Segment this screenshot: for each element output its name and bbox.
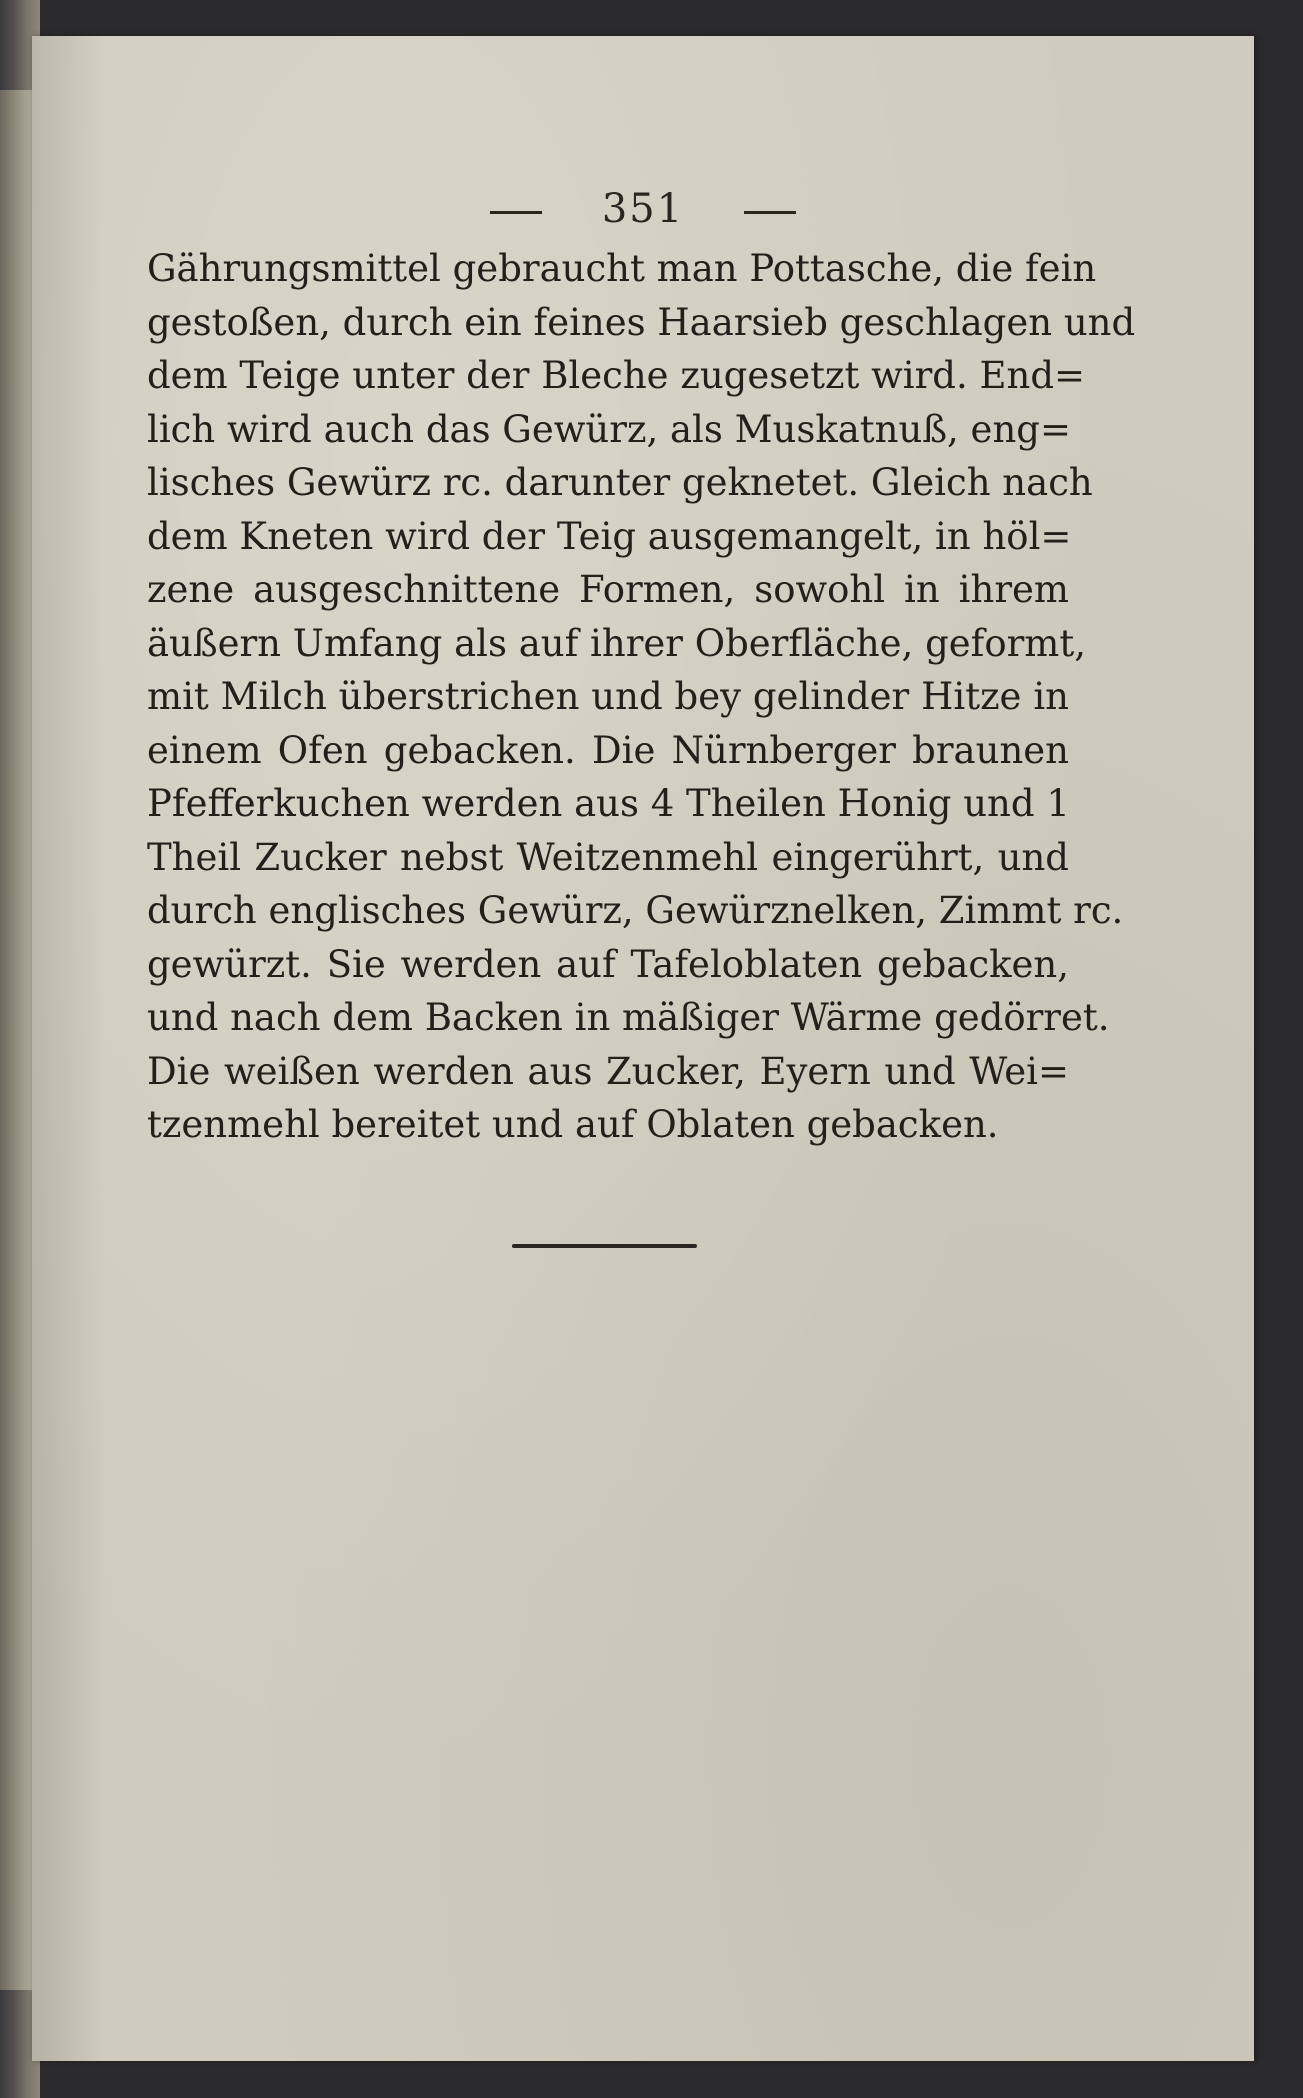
text-line: durch englisches Gewürz, Gewürznelken, Zimmt rc. bbox=[147, 889, 1124, 932]
section-end-rule bbox=[512, 1244, 697, 1248]
text-line: gewürzt. Sie werden auf Tafeloblaten gebacken, bbox=[147, 942, 1069, 986]
text-line: äußern Umfang als auf ihrer Oberfläche, geformt, bbox=[147, 621, 1087, 665]
text-line: lisches Gewürz rc. darunter geknetet. Gleich nach bbox=[147, 461, 1093, 504]
text-line: lich wird auch das Gewürz, als Muskatnuß, eng= bbox=[147, 407, 1071, 451]
page-number: 351 bbox=[601, 186, 685, 232]
text-line: Gährungsmittel gebraucht man Pottasche, die fein bbox=[147, 247, 1097, 290]
text-line: tzenmehl bereitet und auf Oblaten gebacken. bbox=[147, 1103, 999, 1146]
text-line: mit Milch überstrichen und bey gelinder Hitze in bbox=[147, 675, 1069, 718]
header-dash-right bbox=[744, 211, 796, 214]
book-page bbox=[32, 36, 1254, 2061]
body-text bbox=[147, 242, 1136, 1152]
text-line: Theil Zucker nebst Weitzenmehl eingerührt, und bbox=[147, 835, 1069, 879]
header-dash-left bbox=[490, 211, 542, 214]
text-line: dem Teige unter der Bleche zugesetzt wird. End= bbox=[147, 354, 1086, 397]
text-line: und nach dem Backen in mäßiger Wärme gedörret. bbox=[147, 996, 1110, 1039]
text-line: einem Ofen gebacken. Die Nürnberger braunen bbox=[147, 728, 1069, 772]
text-line: zene ausgeschnittene Formen, sowohl in ihrem bbox=[147, 568, 1069, 611]
text-line: dem Kneten wird der Teig ausgemangelt, in höl= bbox=[147, 514, 1072, 558]
text-line: Pfefferkuchen werden aus 4 Theilen Honig und 1 bbox=[147, 782, 1070, 825]
page-header bbox=[32, 186, 1254, 232]
text-line: Die weißen werden aus Zucker, Eyern und Wei= bbox=[147, 1049, 1069, 1093]
text-line: gestoßen, durch ein feines Haarsieb geschlagen und bbox=[147, 300, 1136, 344]
